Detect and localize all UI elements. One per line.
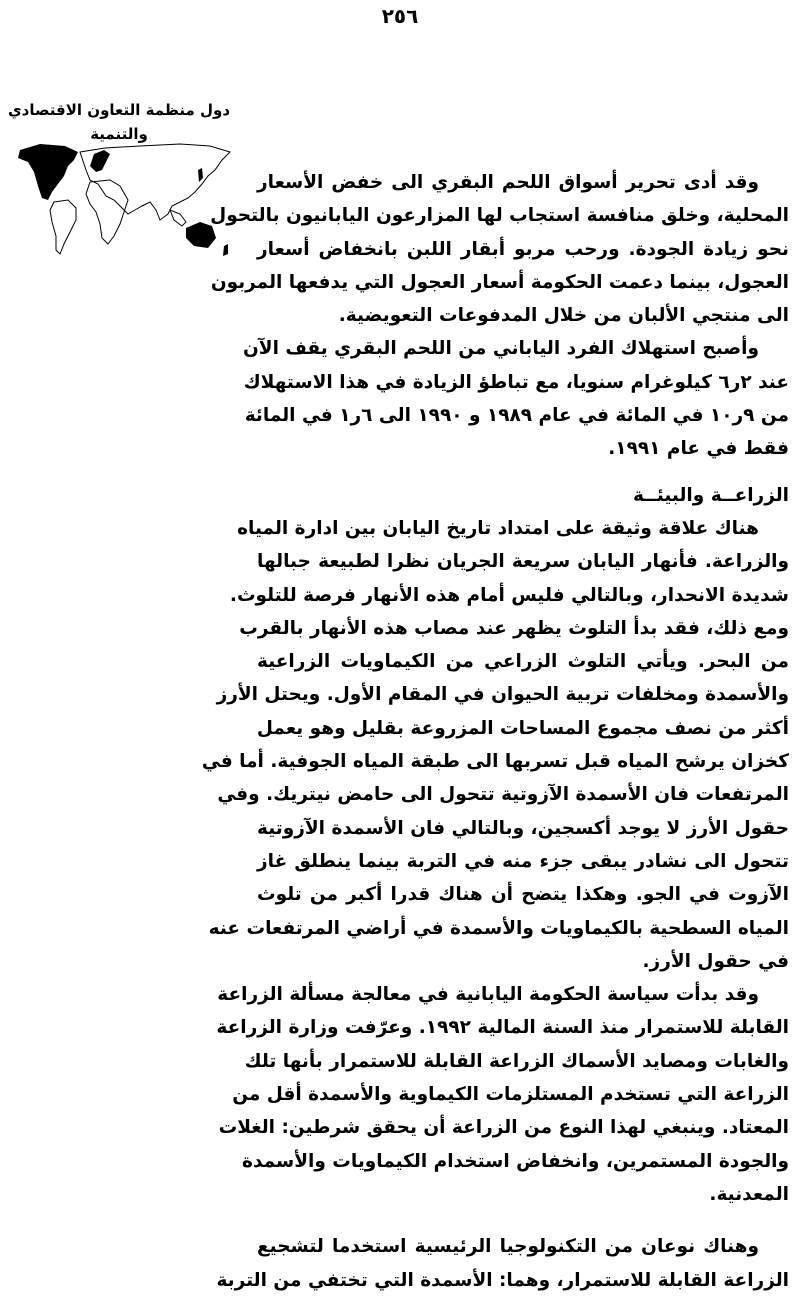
- text-line: في حقول الأرز.: [642, 950, 789, 972]
- text-line: والغابات ومصايد الأسماك الزراعة القابلة للاستمرار بأنها تلك: [244, 1050, 789, 1072]
- text-line: عند ٢ر٦ كيلوغرام سنويا، مع تباطؤ الزيادة في هذا الاستهلاك: [243, 371, 789, 393]
- text-line: الآزوت في الجو. وهكذا يتضح أن هناك قدرا أكبر من تلوث: [257, 884, 789, 906]
- text-line: وأصبح استهلاك الفرد الياباني من اللحم البقري يقف الآن: [243, 338, 759, 360]
- sidebar-caption-line: دول منظمة التعاون الاقتصادي: [7, 101, 231, 119]
- paragraph: [216, 1230, 789, 1297]
- page-number: ٢٥٦: [381, 4, 419, 28]
- paragraph: [243, 332, 789, 465]
- sidebar-caption: [0, 98, 238, 146]
- text-line: فقط في عام ١٩٩١.: [608, 438, 789, 460]
- text-line: المعدنية.: [709, 1183, 789, 1205]
- text-line: وهناك نوعان من التكنولوجيا الرئيسية استخدما لتشجيع: [257, 1236, 759, 1258]
- world-map-icon: [10, 140, 240, 260]
- text-line: نحو زيادة الجودة. ورحب مربو أبقار اللبن بانخفاض أسعار: [257, 238, 789, 260]
- section-heading: الزراعــة والبيئــة: [632, 484, 789, 506]
- text-line: والأسمدة ومخلفات تربية الحيوان في المقام الأول. ويحتل الأرز: [216, 684, 789, 706]
- text-line: حقول الأرز لا يوجد أكسجين، وبالتالي فان الأسمدة الآزوتية: [257, 817, 789, 839]
- text-line: المعتاد. وينبغي لهذا النوع من الزراعة أن يحقق شرطين: الغلات: [218, 1117, 789, 1139]
- text-line: العجول، بينما دعمت الحكومة أسعار العجول التي يدفعها المربون: [210, 271, 789, 293]
- text-line: القابلة للاستمرار منذ السنة المالية ١٩٩٢. وعرّفت وزارة الزراعة: [216, 1017, 789, 1039]
- sidebar-caption-line: والتنمية: [90, 125, 148, 143]
- text-line: والزراعة. فأنهار اليابان سريعة الجريان نظرا لطبيعة جبالها: [257, 551, 789, 573]
- text-line: هناك علاقة وثيقة على امتداد تاريخ اليابان بين ادارة المياه: [237, 517, 759, 539]
- text-line: والجودة المستمرين، وانخفاض استخدام الكيماويات والأسمدة: [242, 1150, 789, 1172]
- text-line: من ٩ر١٠ في المائة في عام ١٩٨٩ و ١٩٩٠ الى ٦ر١ في المائة: [244, 405, 789, 427]
- text-line: تتحول الى نشادر يبقى جزء منه في التربة بينما ينطلق غاز: [257, 850, 789, 872]
- text-line: المياه السطحية بالكيماويات والأسمدة في أراضي المرتفعات عنه: [208, 917, 789, 939]
- text-line: الزراعة القابلة للاستمرار، وهما: الأسمدة التي تختفي من التربة: [216, 1269, 789, 1291]
- text-line: المحلية، وخلق منافسة استجاب لها المزارعون اليابانيون بالتحول: [210, 205, 789, 227]
- text-line: كخزان يرشح المياه قبل تسربها الى طبقة المياه الجوفية. أما في: [201, 751, 789, 773]
- article-body: [201, 166, 789, 1297]
- paragraph: [210, 166, 789, 332]
- paragraph: [216, 978, 789, 1211]
- text-line: الى منتجي الألبان من خلال المدفوعات التعويضية.: [338, 305, 789, 327]
- section: [201, 479, 789, 978]
- text-line: ومع ذلك، فقد بدأ التلوث يظهر عند مصاب هذه الأنهار بالقرب: [239, 617, 789, 639]
- text-line: من البحر. ويأتي التلوث الزراعي من الكيماويات الزراعية: [257, 651, 789, 673]
- text-line: وقد بدأت سياسة الحكومة اليابانية في معالجة مسألة الزراعة: [217, 984, 759, 1006]
- text-line: الزراعة التي تستخدم المستلزمات الكيماوية والأسمدة أقل من: [232, 1084, 789, 1106]
- text-line: وقد أدى تحرير أسواق اللحم البقري الى خفض الأسعار: [257, 172, 759, 193]
- text-line: شديدة الانحدار، وبالتالي فليس أمام هذه الأنهار فرصة للتلوث.: [229, 584, 789, 606]
- text-line: المرتفعات فان الأسمدة الآزوتية تتحول الى حامض نيتريك. وفي: [217, 784, 789, 806]
- text-line: أكثر من نصف مجموع المساحات المزروعة بقليل وهو يعمل: [256, 717, 789, 739]
